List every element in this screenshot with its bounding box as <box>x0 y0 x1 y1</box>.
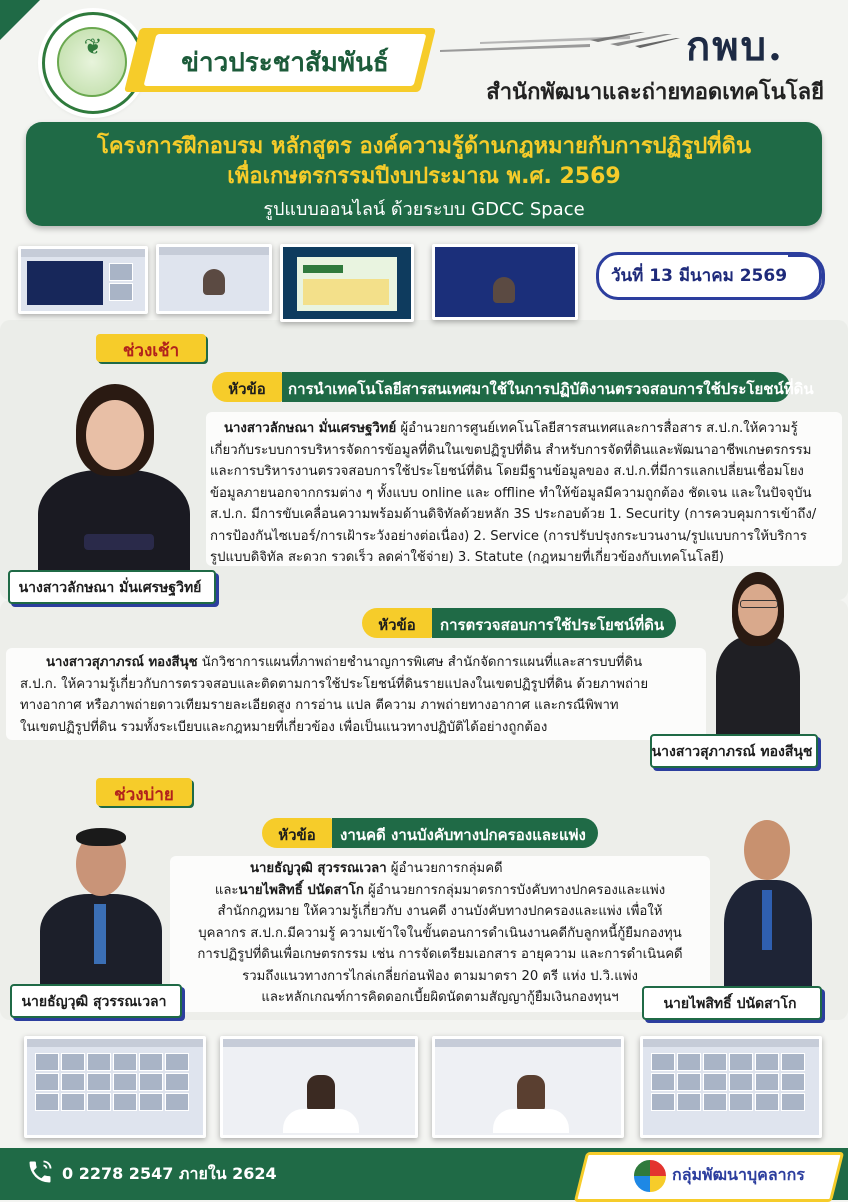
speaker-lakshana: นางสาวลักษณา มั่นเศรษฐวิทย์ <box>224 421 397 436</box>
screenshot-thumb-2 <box>156 244 272 314</box>
portrait-paisit <box>722 810 814 988</box>
portrait-supaporn <box>712 570 804 736</box>
emblem-icon: ❦ <box>83 35 103 60</box>
corner-accent <box>0 0 40 40</box>
screenshot-thumb-3 <box>280 244 414 322</box>
alro-logo <box>42 12 144 114</box>
topic-2-paragraph: นางสาวสุภาภรณ์ ทองสีนุช นักวิชาการแผนที่ภาพถ่ายชำนาญการพิเศษ สำนักจัดการแผนที่และสารบบที่ดิน ส.ป.ก. ให้ความรู้เกี่ยวกับการตรวจสอบและติดตามการใช้ประโยชน์ที่ดินรายแปลงในเขตปฏิรูปที่ดิน ด้วยภาพถ่าย ทางอากาศ หรือภาพถ่ายดาวเทียมรายละเอียดสูง การอ่าน แปล ตีความ ภาพถ่ายทางอากาศ และกรณีพิพาท ในเขตปฏิรูปที่ดิน รวมทั้งระเบียบและกฎหมายที่เกี่ยวข้อง เพื่อเป็นแนวทางปฏิบัติได้อย่างถูกต้อง <box>20 655 649 735</box>
speaker-paisit: นายไพสิทธิ์ ปนัดสาโก <box>238 882 364 898</box>
office-name: สำนักพัฒนาและถ่ายทอดเทคโนโลยี <box>486 80 824 105</box>
topic-tag-2-text: หัวข้อ <box>378 616 416 634</box>
topic-title-3: งานคดี งานบังคับทางปกครองและแพ่ง <box>340 826 586 844</box>
name-supaporn: นางสาวสุภาภรณ์ ทองสีนุช <box>651 744 813 760</box>
topic-tag-3-text: หัวข้อ <box>278 826 316 844</box>
pr-label: ข่าวประชาสัมพันธ์ <box>181 48 389 78</box>
speed-lines-icon <box>440 30 680 56</box>
name-paisit: นายไพสิทธิ์ ปนัดสาโก <box>663 996 797 1012</box>
topic-1-paragraph: นางสาวลักษณา มั่นเศรษฐวิทย์ ผู้อำนวยการศูนย์เทคโนโลยีสารสนเทศและการสื่อสาร ส.ป.ก.ให้ความรู้ เกี่ยวกับระบบการบริหารจัดการข้อมูลที่ดินในเขตปฏิรูปที่ดิน สำหรับการจัดที่ดินและพัฒนาอาชีพเกษตรกรรม และการบริหารงานตรวจสอบการใช้ประโยชน์ที่ดิน โดยมีฐานข้อมูลของ ส.ป.ก.ที่มีการแลกเปลี่ยนเชื่อมโยง ข้อมูลภายนอกจากกรมต่าง ๆ ทั้งแบบ online และ offline ทำให้ข้อมูลมีความถูกต้อง ชัดเจน และในปัจจุบัน ส.ป.ก. มีการขับเคลื่อนความพร้อมด้านดิจิทัลด้วยหลัก 3S ประกอบด้วย 1. Security (การควบคุมการเข้าถึง/ การป้องกันไซเบอร์/การเฝ้าระวังอย่างต่อเนื่อง) 2. Service (การปรับปรุงกระบวนงาน/รูปแบบการให้บริการ รูปแบบดิจิทัล สะดวก รวดเร็ว ลดค่าใช้จ่าย) 3. Statute (กฎหมายที่เกี่ยวข้องกับเทคโนโลยี) <box>210 421 817 565</box>
name-lakshana: นางสาวลักษณา มั่นเศรษฐวิทย์ <box>18 580 202 596</box>
speaker-thanyawut: นายธัญวุฒิ สุวรรณเวลา <box>250 861 387 876</box>
title-line-2: เพื่อเกษตรกรรมปีงบประมาณ พ.ศ. 2569 <box>227 164 621 189</box>
topic-title-2: การตรวจสอบการใช้ประโยชน์ที่ดิน <box>440 616 665 634</box>
name-thanyawut: นายธัญวุฒิ สุวรรณเวลา <box>21 994 167 1010</box>
phone-icon <box>26 1158 54 1186</box>
dept-logo-icon <box>632 1158 668 1194</box>
screenshot-thumb-4 <box>432 244 578 320</box>
speaker-supaporn: นางสาวสุภาภรณ์ ทองสีนุช <box>46 655 198 670</box>
portrait-lakshana <box>20 374 208 570</box>
topic-tag-1-text: หัวข้อ <box>228 380 266 398</box>
screenshot-gallery-2 <box>220 1036 418 1138</box>
topic-3-paragraph: นายธัญวุฒิ สุวรรณเวลา ผู้อำนวยการกลุ่มคดี และนายไพสิทธิ์ ปนัดสาโก ผู้อำนวยการกลุ่มมาตรการบังคับทางปกครองและแพ่ง สำนักกฎหมาย ให้ความรู้เกี่ยวกับ งานคดี งานบังคับทางปกครองและแพ่ง เพื่อให้ บุคลากร ส.ป.ก.มีความรู้ ความเข้าใจในขั้นตอนการดำเนินงานคดีกับลูกหนี้กู้ยืมกองทุน การปฏิรูปที่ดินเพื่อเกษตรกรรม เช่น การจัดเตรียมเอกสาร อายุความ และการดำเนินคดี รวมถึงแนวทางการไกล่เกลี่ยก่อนฟ้อง ตามมาตรา 20 ตรี แห่ง ป.วิ.แพ่ง และหลักเกณฑ์การคิดดอกเบี้ยผิดนัดตามสัญญากู้ยืมเงินกองทุนฯ <box>197 861 683 1005</box>
morning-label: ช่วงเช้า <box>122 341 180 361</box>
afternoon-label: ช่วงบ่าย <box>114 785 174 805</box>
event-date: วันที่ 13 มีนาคม 2569 <box>610 266 788 286</box>
title-line-1: โครงการฝึกอบรม หลักสูตร องค์ความรู้ด้านกฎหมายกับการปฏิรูปที่ดิน <box>97 134 751 159</box>
footer-dept: กลุ่มพัฒนาบุคลากร <box>672 1165 805 1184</box>
footer-phone: 0 2278 2547 ภายใน 2624 <box>62 1164 277 1183</box>
screenshot-gallery-4 <box>640 1036 822 1138</box>
brand-logotype: กพบ. <box>686 23 784 70</box>
screenshot-gallery-1 <box>24 1036 206 1138</box>
screenshot-thumb-1 <box>18 246 148 314</box>
screenshot-gallery-3 <box>432 1036 624 1138</box>
topic-title-1: การนำเทคโนโลยีสารสนเทศมาใช้ในการปฏิบัติงานตรวจสอบการใช้ประโยชน์ที่ดิน <box>288 380 814 398</box>
portrait-thanyawut <box>36 820 166 986</box>
title-line-3: รูปแบบออนไลน์ ด้วยระบบ GDCC Space <box>263 199 585 220</box>
